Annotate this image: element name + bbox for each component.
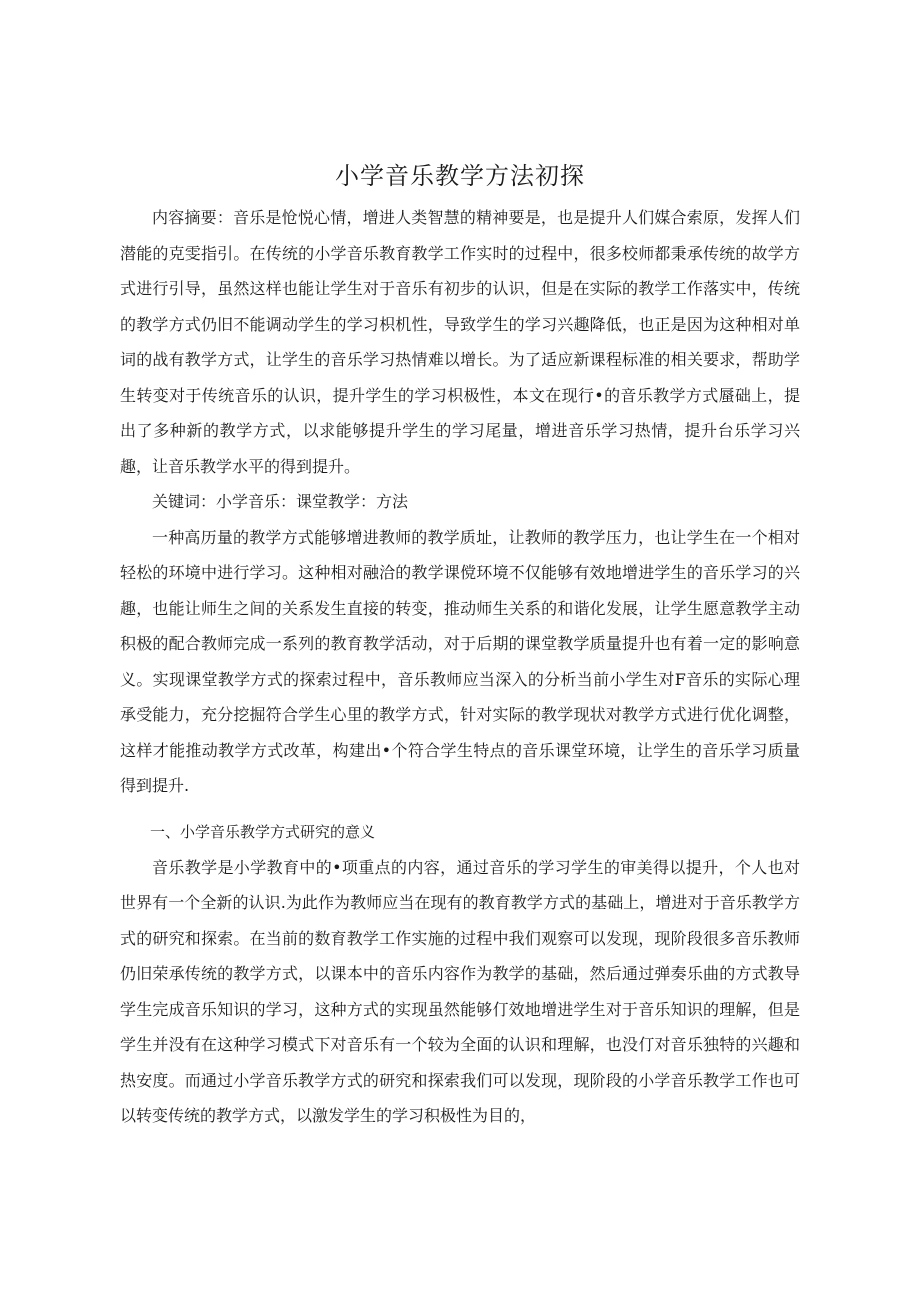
abstract-paragraph: 内容摘要：音乐是怆悦心情，增进人类智慧的精神要是，也是提升人们媒合索原，发挥人们潜能的克雯指引。在传统的小学音乐教育教学工作实时的过程中，很多校师都秉承传统的故学方式进行引导，虽然这样也能让学生对于音乐有初步的认识，但是在实际的教学工作落实中，传统的教学方式仍旧不能调动学生的学习枳机性，导致学生的学习兴趣降低，也正是因为这种相对单词的战有教学方式，让学生的音乐学习热情难以增长。为了适应新课程标准的相关要求，帮助学生转变对于传统音乐的认识，提升学生的学习枳极性，本文在现行•的音乐教学方式蜃础上，提出了多种新的教学方式，以求能够提升学生的学习尾量，增进音乐学习热情，提升台乐学习兴趣，让音乐教学水平的得到提升。 <box>120 208 800 476</box>
section-paragraph: 音乐教学是小学教育中的•项重点的内容，通过音乐的学习学生的审美得以提升，个人也对世界有一个全新的认识.为此作为教师应当在现有的教育教学方式的基础上，增进对于音乐教学方式的研究和探索。在当前的数育教学工作实施的过程中我们观察可以发现，现阶段很多音乐教师仍旧荣承传统的教学方式，以课本中的音乐内容作为教学的基础，然后通过弹奏乐曲的方式教导学生完成音乐知识的学习，这种方式的实现虽然能够仃效地增进学生对于音乐知识的理解，但是学生并没有在这种学习模式下对音乐有一个较为全面的认识和理解，也没仃对音乐独特的兴趣和热安度。而通过小学音乐教学方式的研究和探索我们可以发现，现阶段的小学音乐教学工作也可以转变传统的教学方式，以激发学生的学习积极性为目的， <box>120 857 800 1125</box>
document-body <box>120 200 800 1134</box>
intro-paragraph: 一种高历量的教学方式能够增进教师的教学质址，让教师的教学压力，也让学生在一个相对轻松的环境中进行学习。这种相对融洽的教学课傥环境不仅能够有效地增进学生的音乐学习的兴趣，也能让师生之间的关系发生直接的转变，推动师生关系的和谐化发展，让学生愿意教学主动积极的配合教师完成一系列的教育教学活动，对于后期的课堂教学质量提升也有着一定的影响意义。实现课堂教学方式的探索过程中，音乐教师应当深入的分析当前小学生对F音乐的实际心理承受能力，充分挖掘符合学生心里的教学方式，针对实际的教学现状对教学方式进行优化调整，这样才能推动教学方式改革，构建出•个符合学生特点的音乐课堂环境，让学生的音乐学习质量得到提升. <box>120 527 800 795</box>
keywords-line: 关键词：小学音乐：课堂教学：方法 <box>152 492 409 511</box>
section-heading: 一、小学音乐教学方式研究的意义 <box>150 822 376 841</box>
document-title: 小学音乐教学方法初探 <box>335 162 585 190</box>
